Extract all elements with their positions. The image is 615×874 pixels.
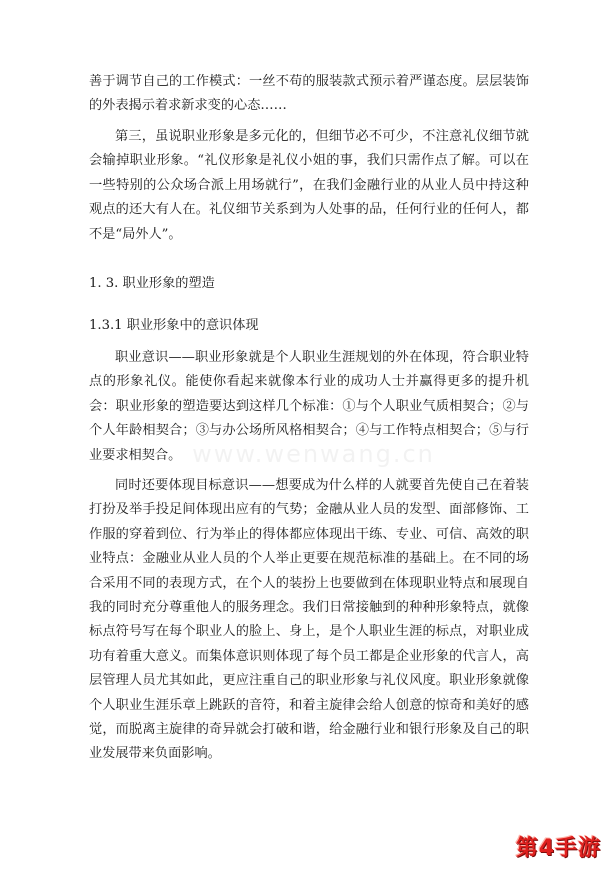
paragraph-4: 同时还要体现目标意识——想要成为什么样的人就要首先使自己在着装打扮及举手投足间体现出应有的气势；金融从业人员的发型、面部修饰、工作服的穿着到位、行为举止的得体都应体现出干练、专业、可信、高效的职业特点：金融业从业人员的个人举止更要在规范标准的基础上。在不同的场合采用不同的表现方式，在个人的装扮上也要做到在体现职业特点和展现自我的同时充分尊重他人的服务理念。我们日常接触到的种种形象特点，就像标点符号写在每个职业人的脸上、身上，是个人职业生涯的标点，对职业成功有着重大意义。而集体意识则体现了每个员工都是企业形象的代言人，高层管理人员尤其如此，更应注重自己的职业形象与礼仪风度。职业形象就像个人职业生涯乐章上跳跃的音符，和着主旋律会给人创意的惊奇和美好的感觉，而脱离主旋律的奇异就会打破和谐，给金融行业和银行形象及自己的职业发展带来负面影响。 xyxy=(89,478,529,762)
watermark: www.wenwang.cn xyxy=(192,440,435,468)
subsection-heading: 1.3.1 职业形象中的意识体现 xyxy=(89,318,259,333)
paragraph-1: 善于调节自己的工作模式：一丝不苟的服装款式预示着严谨态度。层层装饰的外表揭示着求新求变的心态…… xyxy=(89,74,529,114)
paragraph-2: 第三，虽说职业形象是多元化的，但细节必不可少，不注意礼仪细节就会输掉职业形象。“礼仪形象是礼仪小姐的事，我们只需作点了解。可以在一些特别的公众场合派上用场就行”，在我们金融行业的从业人员中持这种观点的还大有人在。礼仪细节关系到为人处事的品，任何行业的任何人，都不是“局外人”。 xyxy=(89,129,529,242)
section-heading: 1. 3. 职业形象的塑造 xyxy=(89,276,215,291)
site-logo: 第4手游 xyxy=(515,836,601,861)
paragraph-3: 职业意识——职业形象就是个人职业生涯规划的外在体现，符合职业特点的形象礼仪。能使你看起来就像本行业的成功人士并赢得更多的提升机会：职业形象的塑造要达到这样几个标准：①与个人职业气质相契合；②与个人年龄相契合；③与办公场所风格相契合；④与工作特点相契合；⑤与行业要求相契合。 xyxy=(89,350,529,463)
